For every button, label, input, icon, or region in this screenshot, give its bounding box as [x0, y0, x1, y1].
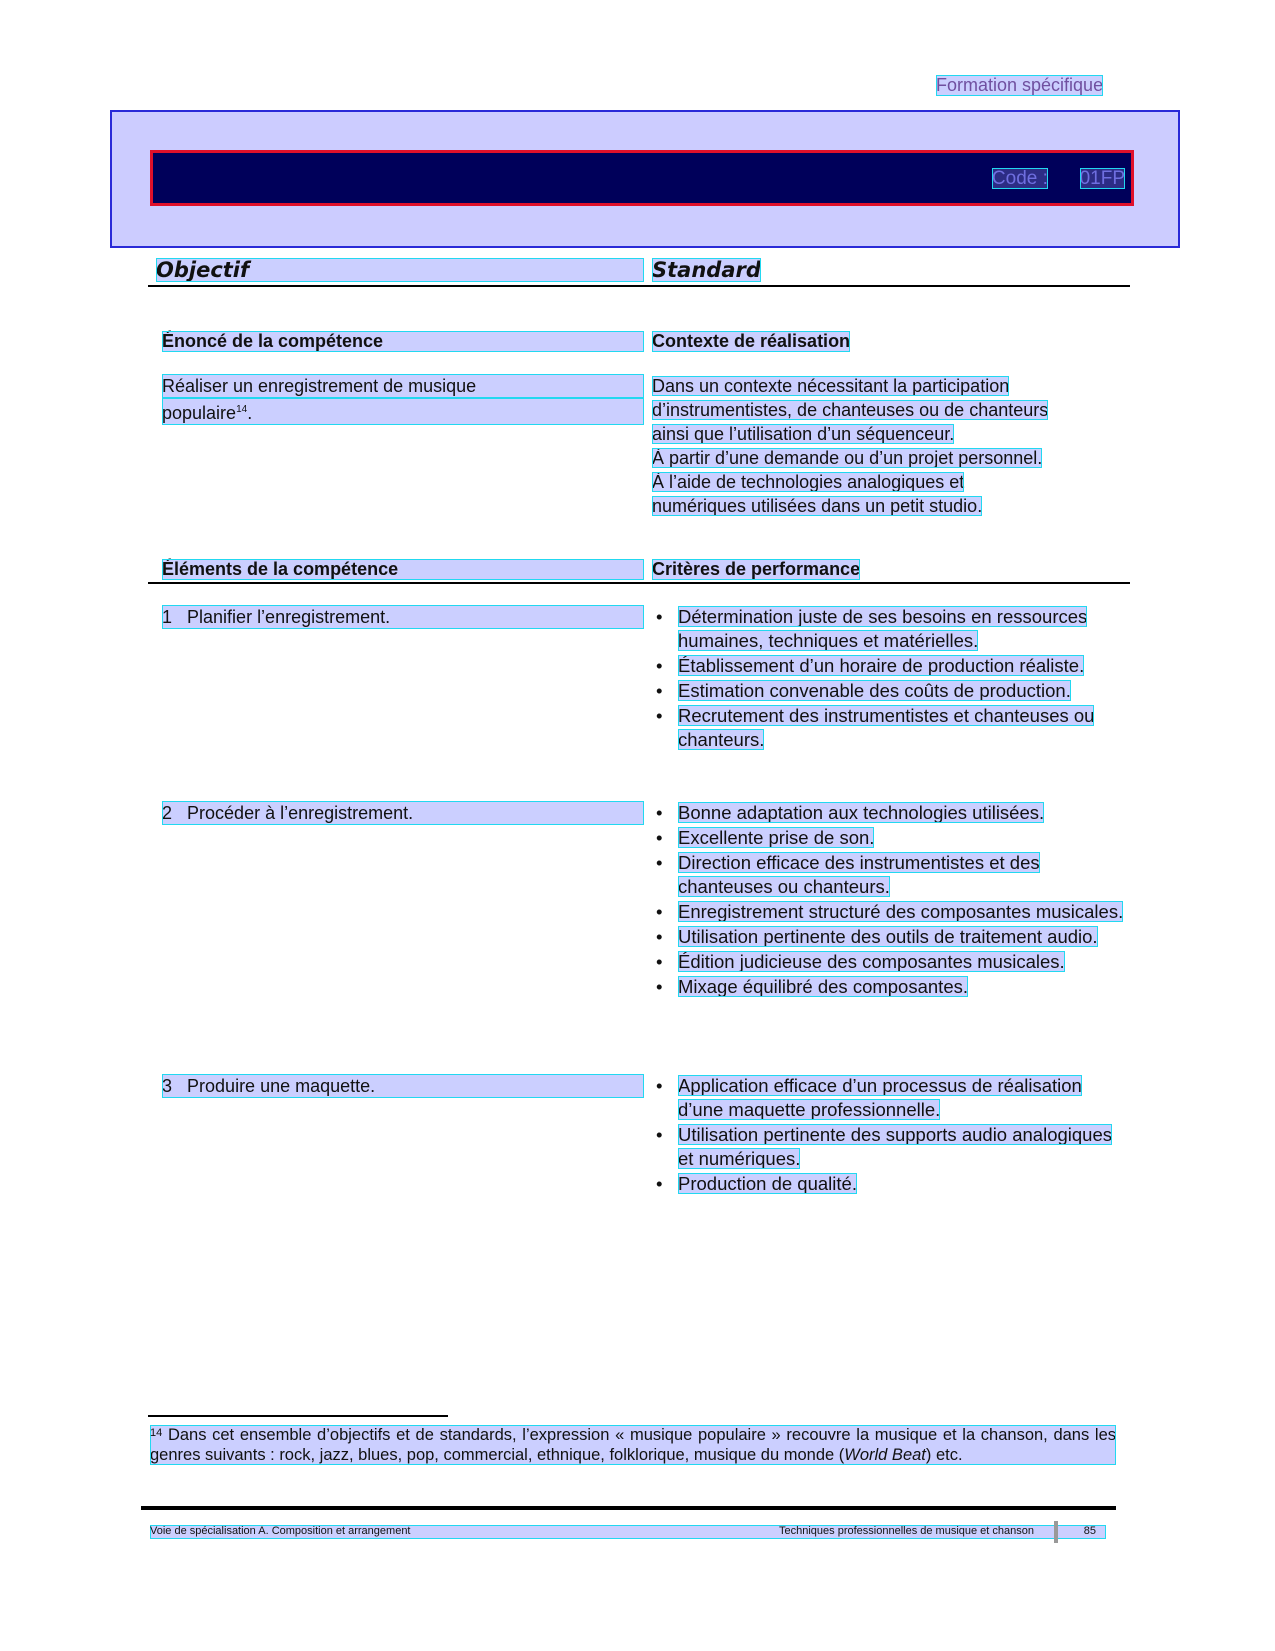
contexte-line: numériques utilisées dans un petit studio.	[652, 496, 983, 516]
criteria-list-1	[656, 605, 1126, 753]
page-number: 85	[1083, 1525, 1096, 1537]
criterion: • Détermination juste de ses besoins en ressources humaines, techniques et matérielles.	[656, 605, 1126, 653]
contexte-line: ainsi que l’utilisation d’un séquenceur.	[652, 424, 955, 444]
footer-divider	[1054, 1521, 1058, 1543]
footnote-italic: World Beat	[844, 1446, 926, 1464]
footer	[150, 1525, 1106, 1539]
objectif-heading: Objectif	[156, 258, 644, 282]
criterion: • Estimation convenable des coûts de production.	[656, 679, 1126, 703]
element-label: Produire une maquette.	[187, 1076, 376, 1096]
criterion: • Édition judicieuse des composantes musicales.	[656, 950, 1126, 974]
enonce-heading: Énoncé de la compétence	[162, 331, 644, 352]
footnote-number: 14	[150, 1427, 163, 1439]
element-number: 2	[162, 803, 173, 823]
footer-right: Techniques professionnelles de musique et chanson	[779, 1525, 1034, 1537]
contexte-line: Dans un contexte nécessitant la participation	[652, 376, 1010, 396]
footer-left: Voie de spécialisation A. Composition et arrangement	[150, 1525, 411, 1537]
footnote-text: Dans cet ensemble d’objectifs et de standards, l’expression « musique populaire » recouvre la musique et la chanson, dans les genres suivants : rock, jazz, blues, pop, commercial, ethnique, folklorique, musique du monde (	[150, 1426, 1116, 1464]
element-number: 1	[162, 607, 173, 627]
elements-rule	[148, 582, 1130, 584]
criterion: • Utilisation pertinente des outils de traitement audio.	[656, 925, 1126, 949]
criteria-list-3	[656, 1074, 1126, 1197]
element-2	[162, 801, 644, 825]
criterion: • Utilisation pertinente des supports audio analogiques et numériques.	[656, 1123, 1126, 1171]
criterion: • Bonne adaptation aux technologies utilisées.	[656, 801, 1126, 825]
criteres-heading: Critères de performance	[652, 559, 861, 579]
criterion: • Excellente prise de son.	[656, 826, 1126, 850]
heading-rule	[148, 285, 1130, 287]
elements-heading: Éléments de la compétence	[162, 559, 644, 580]
criterion: • Mixage équilibré des composantes.	[656, 975, 1126, 999]
standard-heading: Standard	[652, 258, 761, 282]
contexte-line: d’instrumentistes, de chanteuses ou de chanteurs	[652, 400, 1049, 420]
element-3	[162, 1074, 644, 1098]
header-bar	[150, 150, 1134, 206]
enonce-line: populaire$^{14}$.	[162, 398, 644, 425]
criterion: • Application efficace d’un processus de réalisation d’une maquette professionnelle.	[656, 1074, 1126, 1122]
element-label: Procéder à l’enregistrement.	[187, 803, 414, 823]
contexte-heading: Contexte de réalisation	[652, 331, 851, 351]
header-box	[110, 110, 1180, 248]
criterion: • Direction efficace des instrumentistes et des chanteuses ou chanteurs.	[656, 851, 1126, 899]
footnote-text-end: ) etc.	[925, 1446, 963, 1464]
criterion: • Enregistrement structuré des composantes musicales.	[656, 900, 1126, 924]
footnote-ref: 14	[236, 404, 248, 415]
element-number: 3	[162, 1076, 173, 1096]
enonce-text	[162, 374, 644, 425]
criteria-list-2	[656, 801, 1126, 1000]
code-value: 01FP	[1079, 168, 1125, 189]
program-code	[992, 168, 1125, 190]
footnote	[150, 1425, 1116, 1465]
footer-rule	[141, 1506, 1116, 1510]
contexte-line: À partir d’une demande ou d’un projet personnel.	[652, 448, 1043, 468]
element-1	[162, 605, 644, 629]
enonce-line: Réaliser un enregistrement de musique	[162, 374, 644, 398]
criterion: • Établissement d’un horaire de production réaliste.	[656, 654, 1126, 678]
code-label: Code :	[991, 168, 1048, 189]
element-label: Planifier l’enregistrement.	[187, 607, 391, 627]
section-label: Formation spécifique	[936, 75, 1104, 95]
criterion: • Recrutement des instrumentistes et chanteuses ou chanteurs.	[656, 704, 1126, 752]
criterion: • Production de qualité.	[656, 1172, 1126, 1196]
contexte-text	[652, 374, 1048, 518]
contexte-line: À l’aide de technologies analogiques et	[652, 472, 965, 492]
footnote-separator	[148, 1415, 448, 1417]
